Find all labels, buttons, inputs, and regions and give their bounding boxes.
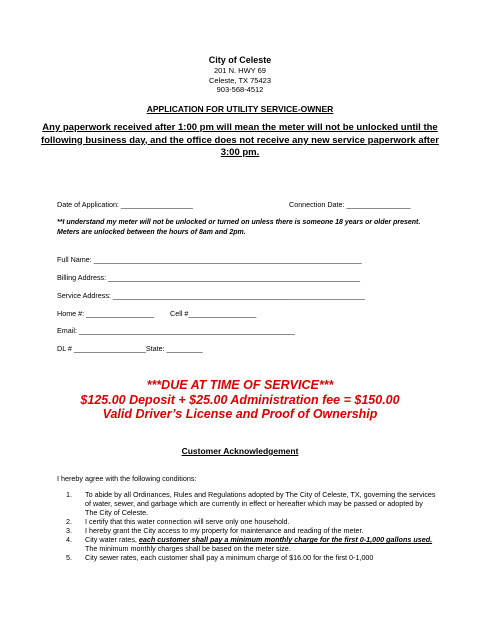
due-at-service-notice	[0, 378, 480, 422]
condition-number: 1.	[66, 490, 72, 499]
unlock-notice: **I understand my meter will not be unlocked or turned on unless there is someone 18 years or older present. Meters are unlocked between the hours of 8am and 2pm.	[57, 219, 421, 236]
org-city-state-zip: Celeste, TX 75423	[209, 75, 271, 85]
condition-item	[66, 526, 436, 535]
condition-text-post: The minimum monthly charges shall be based on the meter size.	[85, 544, 291, 553]
condition-text-emphasis: each customer shall pay a minimum monthly charge for the first 0-1,000 gallons used.	[138, 535, 433, 544]
condition-number: 5.	[66, 553, 72, 562]
due-line-2: $125.00 Deposit + $25.00 Administration fee = $150.00	[80, 392, 400, 407]
condition-item	[66, 490, 436, 517]
service-address-field[interactable]: Service Address: _______________________________________________________________	[57, 291, 365, 300]
condition-text	[85, 535, 436, 553]
due-line-1: ***DUE AT TIME OF SERVICE***	[146, 378, 334, 392]
date-of-application-field[interactable]: Date of Application: __________________	[57, 200, 193, 209]
condition-number: 3.	[66, 526, 72, 535]
acknowledgement-title: Customer Acknowledgement	[181, 446, 299, 456]
condition-item	[66, 535, 436, 553]
condition-item	[66, 553, 436, 562]
due-line-3: Valid Driver’s License and Proof of Ownership	[102, 407, 378, 421]
home-phone-field[interactable]: Home #: _________________	[57, 309, 155, 318]
condition-text: To abide by all Ordinances, Rules and Regulations adopted by The City of Celeste, TX, governing the services of water, sewer, and garbage which are currently in effect or hereafter which may be passed or adopted by The City of Celeste.	[85, 490, 436, 517]
cell-phone-field[interactable]: Cell #_________________	[170, 309, 257, 318]
org-address: 201 N. HWY 69	[214, 66, 266, 75]
org-name: City of Celeste	[208, 55, 272, 65]
conditions-list	[66, 490, 436, 562]
application-title: APPLICATION FOR UTILITY SERVICE-OWNER	[146, 104, 334, 114]
billing-address-field[interactable]: Billing Address: _______________________________________________________________	[57, 273, 360, 282]
condition-text-pre: City water rates,	[85, 535, 139, 544]
condition-text: I hereby grant the City access to my property for maintenance and reading of the meter.	[85, 526, 364, 535]
document-header	[0, 55, 480, 95]
full-name-field[interactable]: Full Name: ___________________________________________________________________	[57, 255, 362, 264]
paperwork-warning: Any paperwork received after 1:00 pm will mean the meter will not be unlocked until the following business day, and the office does not receive any new service paperwork after 3:00 pm.	[41, 122, 439, 158]
org-phone: 903-568-4512	[216, 85, 264, 94]
condition-item	[66, 517, 436, 526]
email-field[interactable]: Email: ______________________________________________________	[57, 326, 295, 335]
acknowledgement-intro: I hereby agree with the following conditions:	[57, 474, 197, 483]
condition-number: 4.	[66, 535, 72, 544]
condition-text: City sewer rates, each customer shall pay a minimum charge of $16.00 for the first 0-1,000	[85, 553, 374, 562]
condition-number: 2.	[66, 517, 72, 526]
connection-date-field[interactable]: Connection Date: ________________	[289, 200, 411, 209]
condition-text: I certify that this water connection will serve only one household.	[85, 517, 290, 526]
drivers-license-state-field[interactable]: DL # __________________State: _________	[57, 344, 203, 353]
